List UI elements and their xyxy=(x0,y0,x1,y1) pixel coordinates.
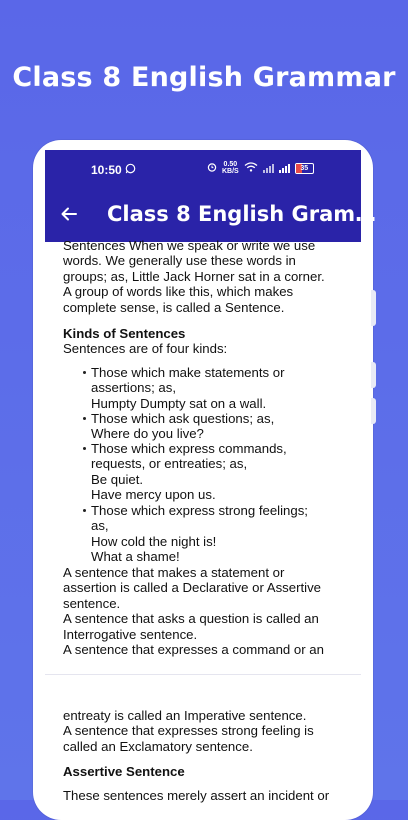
phone-side-button xyxy=(371,290,376,326)
wifi-icon xyxy=(244,162,258,175)
bullet-icon xyxy=(83,509,86,512)
battery-icon: 35 xyxy=(295,163,314,174)
bullet-icon xyxy=(83,371,86,374)
paragraph: entreaty is called an Imperative sentence. A sentence that expresses strong feeling is called an Exclamatory sentence. xyxy=(63,708,314,754)
list-item: Those which make statements or assertions; as, Humpty Dumpty sat on a wall. xyxy=(91,365,351,411)
status-icons xyxy=(207,161,314,175)
section-heading: Assertive Sentence xyxy=(63,764,185,779)
status-bar xyxy=(45,150,361,190)
app-bar-title: Class 8 English Gram… xyxy=(107,202,377,226)
paragraph: A sentence that makes a statement or assertion is called a Declarative or Assertive sentence. A sentence that asks a question is called an Interrogative sentence. A sentence that expresses a command or an xyxy=(63,565,324,658)
alarm-icon xyxy=(207,162,217,175)
paragraph: These sentences merely assert an incident or xyxy=(63,788,330,803)
bullet-icon xyxy=(83,447,86,450)
list-item: Those which ask questions; as, Where do you live? xyxy=(91,411,351,442)
whatsapp-icon xyxy=(125,163,136,177)
status-time: 10:50 xyxy=(91,163,122,177)
paragraph: Sentences are of four kinds: xyxy=(63,341,228,356)
section-heading: Kinds of Sentences xyxy=(63,326,186,341)
network-speed: 0.50 KB/S xyxy=(222,161,239,175)
app-bar xyxy=(45,190,377,242)
phone-side-button xyxy=(371,362,376,388)
promo-title: Class 8 English Grammar xyxy=(12,62,396,93)
content-area[interactable] xyxy=(45,238,361,810)
phone-side-button xyxy=(371,398,376,424)
list-item: Those which express strong feelings; as, How cold the night is! What a shame! xyxy=(91,503,351,565)
arrow-left-icon[interactable] xyxy=(59,204,79,224)
signal-icon xyxy=(279,163,290,173)
page-divider xyxy=(45,674,361,675)
bullet-icon xyxy=(83,417,86,420)
app-screen xyxy=(45,150,377,810)
paragraph: Sentences When we speak or write we use words. We generally use these words in groups; as, Little Jack Horner sat in a corner. A group of words like this, which makes complete sense, is called a Sentence. xyxy=(63,238,325,315)
list-item: Those which express commands, requests, or entreaties; as, Be quiet. Have mercy upon us. xyxy=(91,441,351,503)
signal-icon xyxy=(263,163,274,173)
